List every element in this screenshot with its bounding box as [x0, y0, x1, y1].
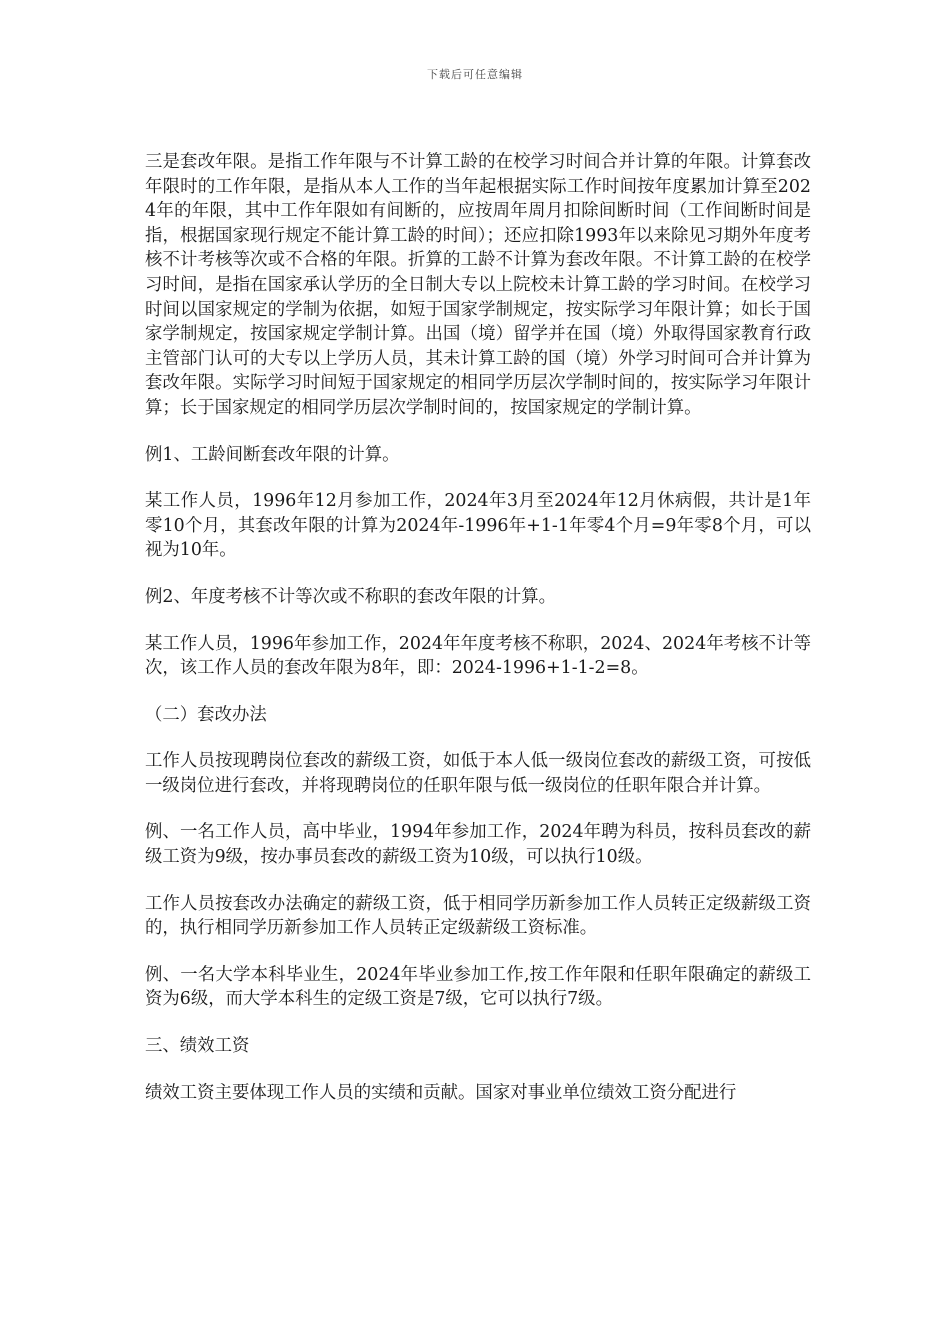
section-heading-adjustment-method: （二）套改办法: [145, 704, 267, 725]
paragraph-example-1-heading: 例1、工龄间断套改年限的计算。: [145, 444, 400, 465]
paragraph-example-clerk: 例、一名工作人员，高中毕业，1994年参加工作，2024年聘为科员，按科员套改的薪级工资为9级，按办事员套改的薪级工资为10级，可以执行10级。: [145, 822, 811, 868]
paragraph-performance-pay: 绩效工资主要体现工作人员的实绩和贡献。国家对事业单位绩效工资分配进行: [145, 1082, 737, 1103]
paragraph-lower-grade-rule: 工作人员按现聘岗位套改的薪级工资，如低于本人低一级岗位套改的薪级工资，可按低一级岗位进行套改，并将现聘岗位的任职年限与低一级岗位的任职年限合并计算。: [145, 751, 811, 796]
page-header-note: 下载后可任意编辑: [427, 68, 523, 81]
paragraph-new-hire-standard: 工作人员按套改办法确定的薪级工资，低于相同学历新参加工作人员转正定级薪级工资的，执行相同学历新参加工作人员转正定级薪级工资标准。: [145, 893, 811, 939]
paragraph-example-2-heading: 例2、年度考核不计等次或不称职的套改年限的计算。: [145, 586, 557, 607]
paragraph-example-1-body: 某工作人员，1996年12月参加工作，2024年3月至2024年12月休病假，共计是1年零10个月，其套改年限的计算为2024年-1996年+1-1年零4个月=9年零8个月，可以视为10年。: [145, 491, 811, 561]
paragraph-example-2-body: 某工作人员，1996年参加工作，2024年年度考核不称职，2024、2024年考核不计等次，该工作人员的套改年限为8年，即：2024-1996+1-1-2=8。: [145, 633, 811, 679]
paragraph-example-graduate: 例、一名大学本科毕业生，2024年毕业参加工作,按工作年限和任职年限确定的薪级工资为6级，而大学本科生的定级工资是7级，它可以执行7级。: [145, 964, 811, 1010]
paragraph-adjustment-years: 三是套改年限。是指工作年限与不计算工龄的在校学习时间合并计算的年限。计算套改年限时的工作年限，是指从本人工作的当年起根据实际工作时间按年度累加计算至2024年的年限，其中工作年限如有间断的，应按周年周月扣除间断时间（工作间断时间是指，根据国家现行规定不能计算工龄的时间）；还应扣除1993年以来除见习期外年度考核不计考核等次或不合格的年限。折算的工龄不计算为套改年限。不计算工龄的在校学习时间，是指在国家承认学历的全日制大专以上院校未计算工龄的学习时间。在校学习时间以国家规定的学制为依据，如短于国家学制规定，按实际学习年限计算；如长于国家学制规定，按国家规定学制计算。出国（境）留学并在国（境）外取得国家教育行政主管部门认可的大专以上学历人员，其未计算工龄的国（境）外学习时间可合并计算为套改年限。实际学习时间短于国家规定的相同学历层次学制时间的，按实际学习年限计算；长于国家规定的相同学历层次学制时间的，按国家规定的学制计算。: [145, 152, 811, 418]
document-body: [145, 150, 811, 1127]
section-heading-performance-pay: 三、绩效工资: [145, 1036, 250, 1057]
